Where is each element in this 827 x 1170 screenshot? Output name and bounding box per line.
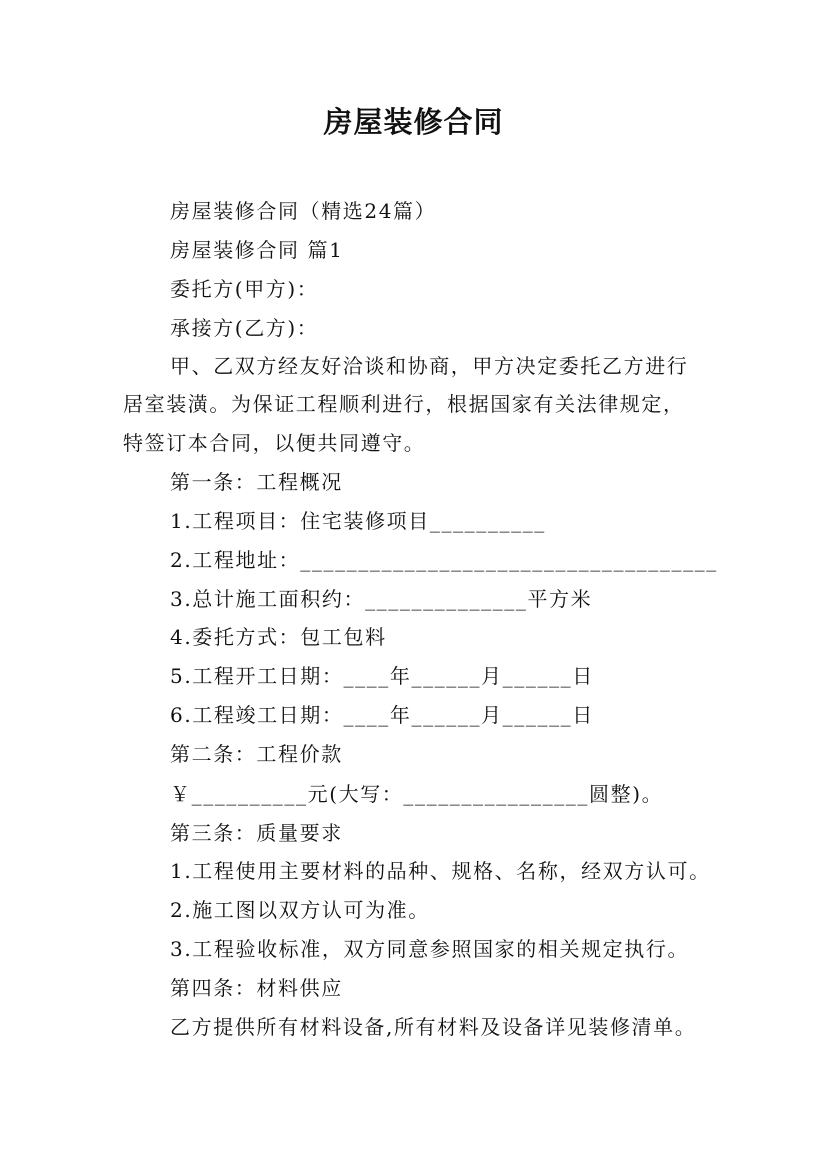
doc-line-article-heading: 第二条：工程价款 [170,742,343,766]
doc-line-subtitle: 房屋装修合同（精选24篇） [170,199,437,223]
doc-line-clause: 乙方提供所有材料设备,所有材料及设备详见装修清单。 [170,1015,697,1039]
doc-line-article-heading: 第四条：材料供应 [170,976,343,1000]
doc-line-section-heading: 房屋装修合同 篇1 [170,238,344,262]
doc-line-clause: 5.工程开工日期：____年______月______日 [170,664,594,688]
doc-line-clause: 1.工程使用主要材料的品种、规格、名称，经双方认可。 [170,859,711,883]
doc-line-party-a: 委托方(甲方)： [170,277,319,301]
doc-line-article-heading: 第三条：质量要求 [170,821,343,845]
document-title: 房屋装修合同 [323,105,504,139]
doc-line-paragraph: 居室装潢。为保证工程顺利进行，根据国家有关法律规定， [123,392,685,416]
doc-line-clause: 2.施工图以双方认可为准。 [170,898,430,922]
doc-line-party-b: 承接方(乙方)： [170,316,319,340]
doc-line-clause: 3.总计施工面积约：______________平方米 [170,587,593,611]
doc-line-clause: 3.工程验收标准，双方同意参照国家的相关规定执行。 [170,937,690,961]
doc-line-paragraph: 特签订本合同，以便共同遵守。 [123,431,426,455]
doc-line-clause: 1.工程项目：住宅装修项目__________ [170,509,546,533]
doc-line-clause: 4.委托方式：包工包料 [170,625,387,649]
doc-line-clause: ￥__________元(大写：________________圆整)。 [170,782,664,806]
doc-line-paragraph: 甲、乙双方经友好洽谈和协商，甲方决定委托乙方进行 [170,354,689,378]
doc-line-article-heading: 第一条：工程概况 [170,470,343,494]
doc-line-clause: 2.工程地址：____________________________________ [170,548,718,572]
doc-line-clause: 6.工程竣工日期：____年______月______日 [170,703,594,727]
